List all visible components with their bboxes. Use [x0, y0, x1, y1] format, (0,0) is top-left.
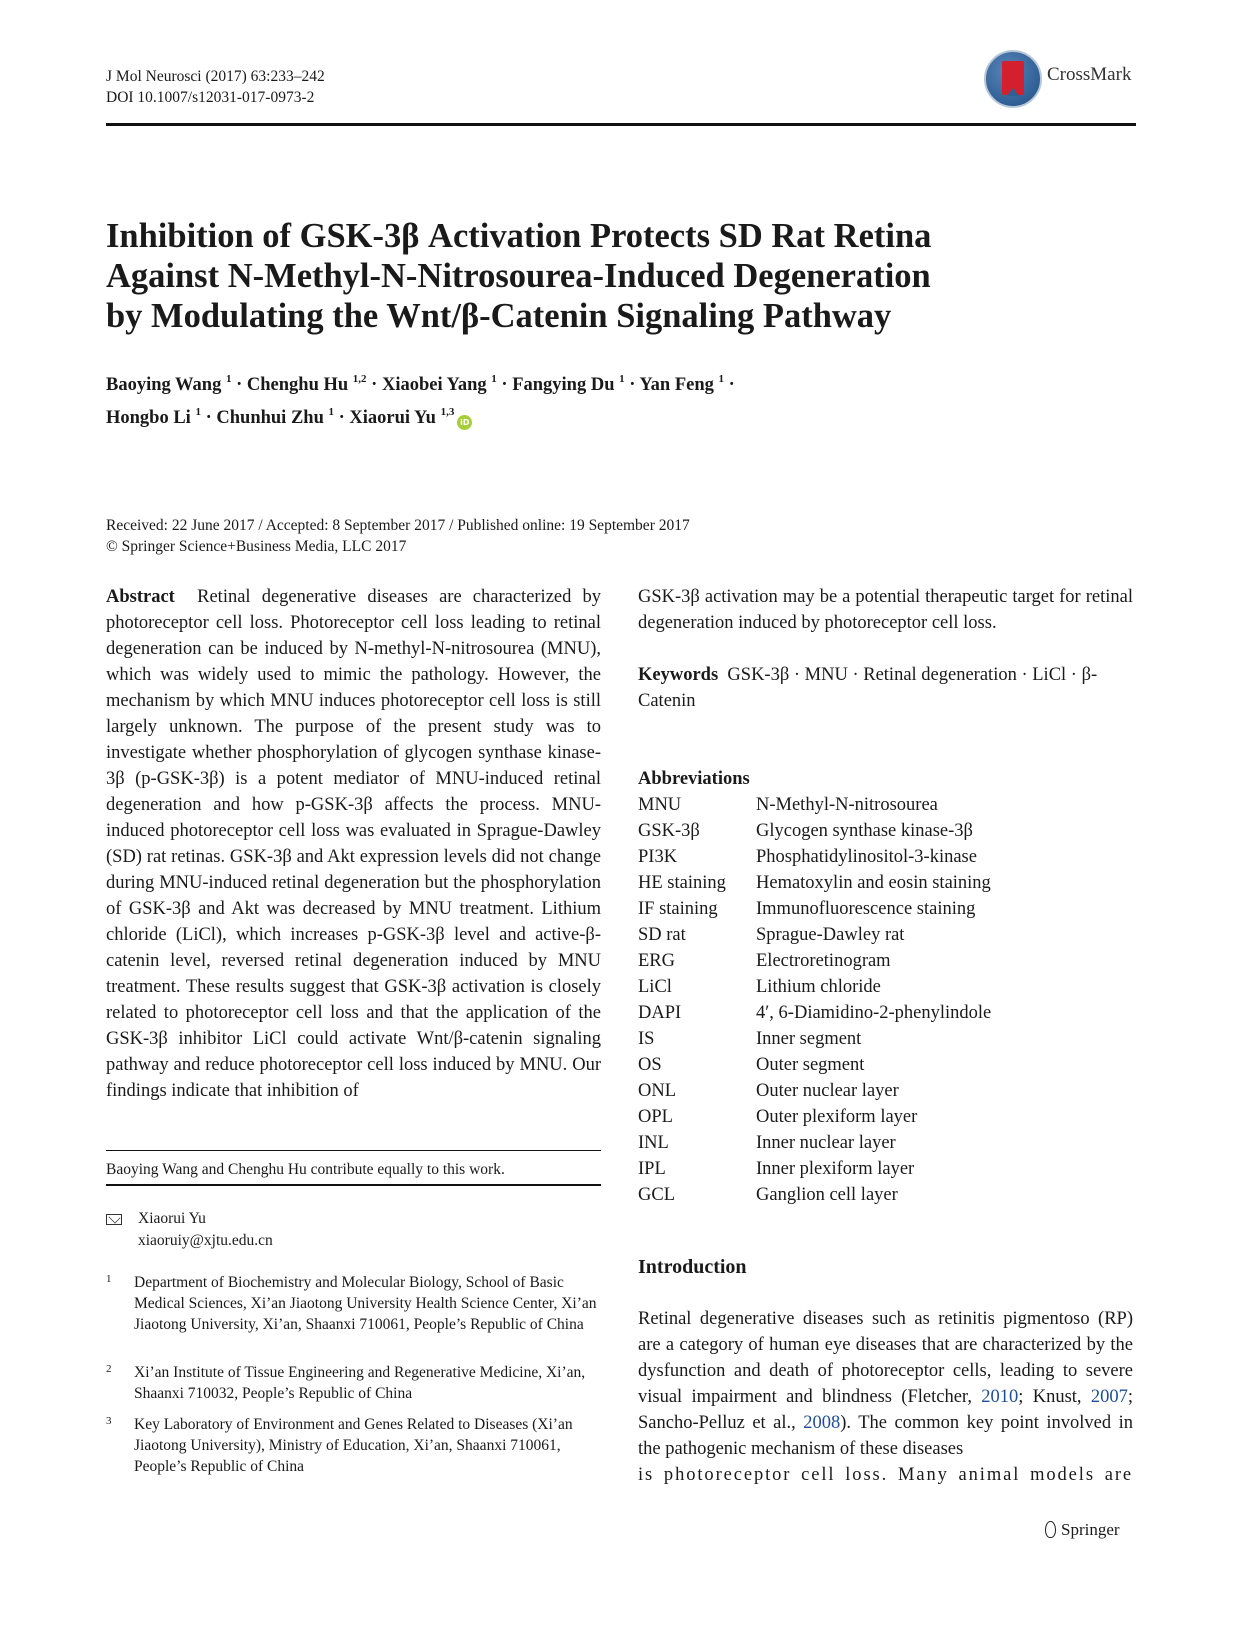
- abbreviation-definition: Electroretinogram: [756, 951, 891, 971]
- abbreviation-definition: Hematoxylin and eosin staining: [756, 873, 991, 893]
- abbreviation-term: MNU: [638, 795, 682, 815]
- author-name[interactable]: Chunhui Zhu: [216, 408, 324, 428]
- equal-contribution-note: Baoying Wang and Chenghu Hu contribute equally to this work.: [106, 1161, 505, 1178]
- author-list: Baoying Wang $^1$ · Chenghu Hu $^{1,2}$ · Xiaobei Yang $^1$ · Fangying Du $^1$ · Yan Feng $^1$ · Hongbo Li $^1$ · Chunhui Zhu $^1$ · Xiaorui Yu $^{1,3}$iD: [106, 373, 735, 428]
- author-name[interactable]: Fangying Du: [512, 375, 615, 395]
- intro-text: Retinal degenerative diseases such as retinitis pigmentoso (RP) are a category of human eye diseases that are characterized by the dysfunction and death of photoreceptor cells, leading to severe visual impairment and blindness (Fletcher,: [638, 1309, 1133, 1407]
- abbreviation-definition: Outer segment: [756, 1055, 865, 1075]
- citation-link[interactable]: 2010: [981, 1387, 1019, 1407]
- history-dates: Received: 22 June 2017 / Accepted: 8 September 2017 / Published online: 19 September 2017: [106, 517, 690, 534]
- author-name[interactable]: Yan Feng: [639, 375, 714, 395]
- orcid-icon[interactable]: iD: [457, 415, 472, 430]
- abbreviation-row: [638, 844, 1133, 870]
- right-column: [638, 584, 1133, 1488]
- abbreviation-row: [638, 1104, 1133, 1130]
- affiliation: [106, 1272, 601, 1356]
- abbreviation-row: [638, 1000, 1133, 1026]
- abbreviation-definition: Glycogen synthase kinase-3β: [756, 821, 973, 841]
- author-name[interactable]: Xiaobei Yang: [381, 375, 487, 395]
- introduction-heading: Introduction: [638, 1256, 747, 1278]
- author-affiliation: 1: [225, 373, 232, 385]
- abbreviation-row: [638, 974, 1133, 1000]
- crossmark-badge[interactable]: [984, 50, 1134, 108]
- author-name[interactable]: Baoying Wang: [106, 375, 222, 395]
- abstract: [106, 584, 601, 1104]
- affiliation-text: Xi’an Institute of Tissue Engineering and Regenerative Medicine, Xi’an, Shaanxi 710032, People’s Republic of China: [134, 1364, 586, 1402]
- footnote-rule: [106, 1184, 601, 1186]
- affiliation-number: 2: [106, 1363, 112, 1375]
- title-line: Inhibition of GSK-3β Activation Protects SD Rat Retina: [106, 217, 932, 255]
- affiliation: [106, 1362, 601, 1404]
- abbreviation-term: SD rat: [638, 925, 686, 945]
- intro-text: ; Knust,: [1018, 1387, 1091, 1407]
- journal-citation: J Mol Neurosci (2017) 63:233–242: [106, 68, 325, 85]
- publication-dates: [106, 515, 690, 557]
- author-name[interactable]: Hongbo Li: [106, 408, 191, 428]
- abbreviation-definition: 4′, 6-Diamidino-2-phenylindole: [756, 1003, 992, 1023]
- abbreviation-term: DAPI: [638, 1003, 682, 1023]
- abbreviation-term: ONL: [638, 1081, 677, 1101]
- author-affiliation: 1,2: [352, 373, 367, 385]
- abbreviation-term: OPL: [638, 1107, 673, 1127]
- intro-text: ; Sancho-Pelluz et al.,: [638, 1387, 1134, 1433]
- abbreviation-term: HE staining: [638, 873, 726, 893]
- citation-link[interactable]: 2007: [1090, 1387, 1128, 1407]
- affiliation-number: 3: [106, 1415, 112, 1427]
- corresponding-name: Xiaorui Yu: [138, 1210, 206, 1227]
- abbreviation-definition: Outer plexiform layer: [756, 1107, 918, 1127]
- abbreviation-definition: Lithium chloride: [756, 977, 881, 997]
- affiliation-text: Key Laboratory of Environment and Genes Related to Diseases (Xi’an Jiaotong University), Ministry of Education, Xi’an, Shaanxi 710061, People’s Republic of China: [134, 1416, 573, 1475]
- abbreviation-term: IF staining: [638, 899, 718, 919]
- footnote-rule: [106, 1150, 601, 1151]
- abbreviations: [638, 766, 1133, 1208]
- springer-logo: [1043, 1520, 1120, 1540]
- abbreviation-term: GCL: [638, 1185, 675, 1205]
- abbreviation-row: [638, 1156, 1133, 1182]
- springer-horse-icon: [1043, 1520, 1057, 1538]
- intro-text: ). The common key point involved in the pathogenic mechanism of these diseases: [638, 1413, 1133, 1459]
- abbreviation-row: [638, 792, 1133, 818]
- abbreviation-term: IS: [638, 1029, 655, 1049]
- abbreviation-definition: Ganglion cell layer: [756, 1185, 898, 1205]
- envelope-icon: [106, 1214, 122, 1225]
- crossmark-icon: [984, 50, 1042, 108]
- abbreviation-row: [638, 1182, 1133, 1208]
- corresponding-author: [106, 1208, 601, 1258]
- keywords: [638, 662, 1133, 714]
- header-rule: [106, 123, 1136, 126]
- crossmark-label: CrossMark: [1047, 64, 1132, 85]
- abbreviation-definition: Phosphatidylinositol-3-kinase: [756, 847, 977, 867]
- abbreviation-term: ERG: [638, 951, 675, 971]
- keywords-text: GSK-3β · MNU · Retinal degeneration · LiCl · β-Catenin: [638, 665, 1098, 711]
- abbreviation-definition: Inner segment: [756, 1029, 862, 1049]
- abbreviation-term: GSK-3β: [638, 821, 700, 841]
- title-line: by Modulating the Wnt/β-Catenin Signaling Pathway: [106, 297, 892, 335]
- abbreviation-row: [638, 1026, 1133, 1052]
- author-affiliation: 1: [619, 373, 625, 385]
- abbreviation-row: [638, 922, 1133, 948]
- abbreviation-term: LiCl: [638, 977, 672, 997]
- journal-header: [106, 66, 325, 108]
- abbreviation-term: INL: [638, 1133, 669, 1153]
- abbreviation-row: [638, 1078, 1133, 1104]
- abbreviation-definition: N-Methyl-N-nitrosourea: [756, 795, 938, 815]
- corresponding-email[interactable]: xiaoruiy@xjtu.edu.cn: [138, 1232, 273, 1249]
- publisher-name: Springer: [1061, 1520, 1120, 1539]
- abbreviation-term: IPL: [638, 1159, 666, 1179]
- abbreviation-row: [638, 1130, 1133, 1156]
- author-affiliation: 1: [328, 406, 334, 418]
- abbreviation-row: [638, 870, 1133, 896]
- abbreviations-heading: Abbreviations: [638, 769, 750, 789]
- author-affiliation: 1,3: [440, 406, 455, 418]
- abbreviation-row: [638, 1052, 1133, 1078]
- abstract-text: Retinal degenerative diseases are characterized by photoreceptor cell loss. Photoreceptor cell loss leading to retinal degeneration can be induced by N-methyl-N-nitrosourea (MNU), which was widely used to mimic the pathology. However, the mechanism by which MNU induces photoreceptor cell loss is still largely unknown. The purpose of the present study was to investigate whether phosphorylation of glycogen synthase kinase-3β (p-GSK-3β) is a potent mediator of MNU-induced retinal degeneration and how p-GSK-3β affects the process. MNU-induced photoreceptor cell loss was evaluated in Sprague-Dawley (SD) rat retinas. GSK-3β and Akt expression levels did not change during MNU-induced retinal degeneration but the phosphorylation of GSK-3β and Akt was decreased by MNU treatment. Lithium chloride (LiCl), which increases p-GSK-3β level and active-β-catenin level, reversed retinal degeneration induced by MNU treatment. These results suggest that GSK-3β activation is closely related to photoreceptor cell loss and that the application of the GSK-3β inhibitor LiCl could activate Wnt/β-catenin signaling pathway and reduce photoreceptor cell loss induced by MNU. Our findings indicate that inhibition of: [106, 587, 602, 1101]
- title-line: Against N-Methyl-N-Nitrosourea-Induced Degeneration: [106, 257, 931, 295]
- keywords-label: Keywords: [638, 665, 719, 685]
- introduction-text: [638, 1306, 1133, 1488]
- abbreviation-row: [638, 948, 1133, 974]
- citation-link[interactable]: 2008: [803, 1413, 841, 1433]
- abbreviation-row: [638, 896, 1133, 922]
- abbreviation-term: OS: [638, 1055, 662, 1075]
- intro-last-line: is photoreceptor cell loss. Many animal models are: [638, 1465, 1133, 1485]
- abstract-label: Abstract: [106, 587, 175, 607]
- abbreviation-definition: Inner nuclear layer: [756, 1133, 896, 1153]
- abbreviation-term: PI3K: [638, 847, 678, 867]
- author-name[interactable]: Chenghu Hu: [246, 375, 349, 395]
- author-name[interactable]: Xiaorui Yu: [349, 408, 436, 428]
- abbreviation-definition: Sprague-Dawley rat: [756, 925, 905, 945]
- author-affiliation: 1: [195, 406, 201, 418]
- abbreviation-definition: Outer nuclear layer: [756, 1081, 899, 1101]
- copyright: © Springer Science+Business Media, LLC 2017: [106, 538, 407, 555]
- author-affiliation: 1: [491, 373, 497, 385]
- affiliation-number: 1: [106, 1273, 112, 1285]
- doi[interactable]: DOI 10.1007/s12031-017-0973-2: [106, 89, 315, 106]
- abbreviation-row: [638, 818, 1133, 844]
- abbreviation-definition: Inner plexiform layer: [756, 1159, 915, 1179]
- abbreviation-definition: Immunofluorescence staining: [756, 899, 976, 919]
- affiliation-text: Department of Biochemistry and Molecular Biology, School of Basic Medical Sciences, Xi’an Jiaotong University Health Science Center, Xi’an Jiaotong University, Xi’an, Shaanxi 710061, People’s Republic of China: [134, 1274, 597, 1333]
- affiliation: [106, 1414, 601, 1477]
- abstract-continuation: GSK-3β activation may be a potential therapeutic target for retinal degeneration induced by photoreceptor cell loss.: [638, 587, 1133, 633]
- author-affiliation: 1: [718, 373, 724, 385]
- article-title: [106, 216, 1136, 336]
